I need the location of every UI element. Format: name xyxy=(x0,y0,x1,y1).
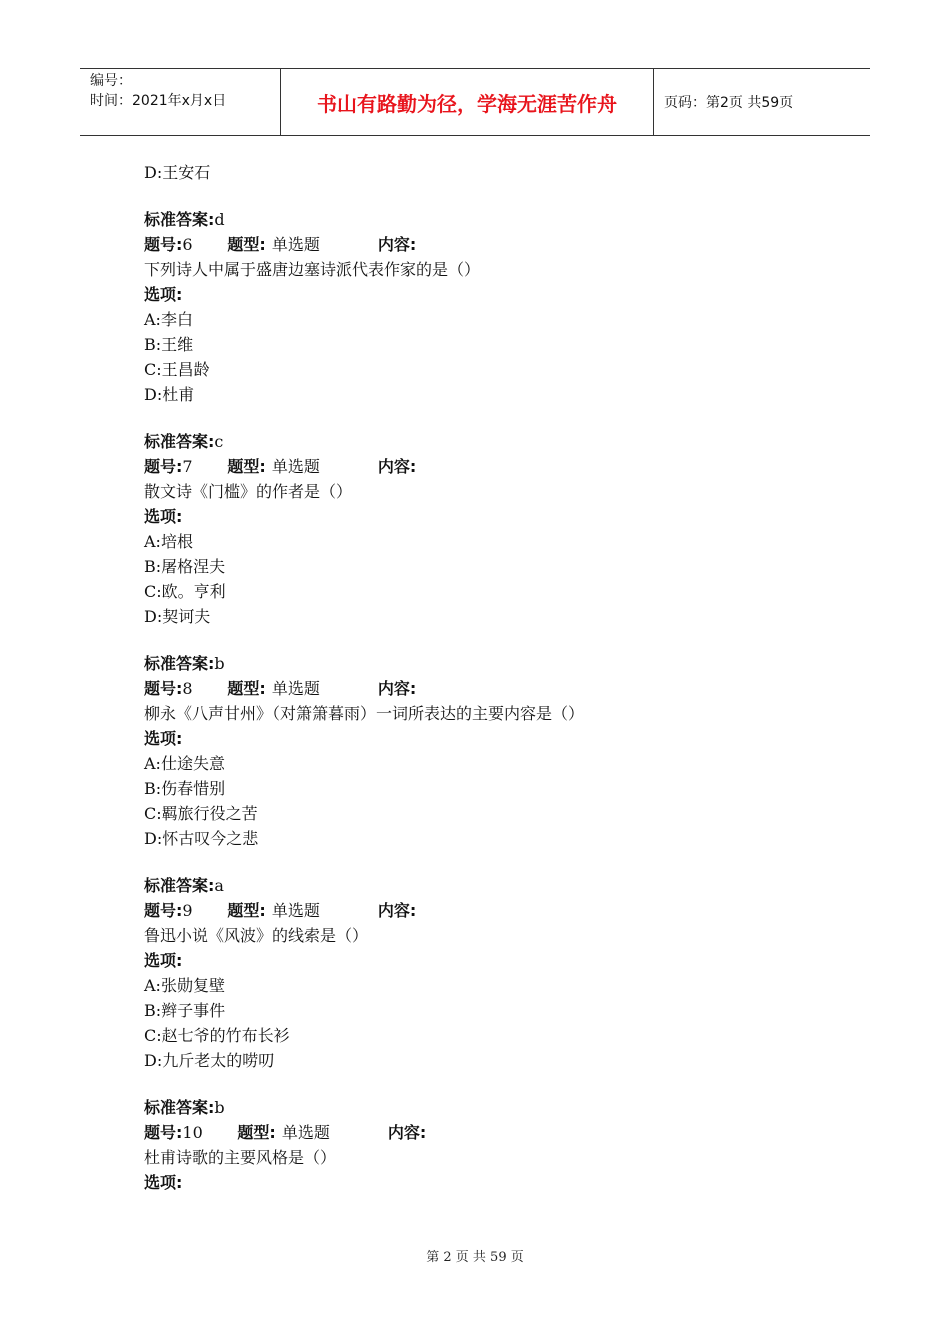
question-type: 单选题 xyxy=(271,235,320,254)
question-type-label: 题型: xyxy=(227,235,266,254)
option-item: A:李白 xyxy=(144,310,193,329)
question-content-label: 内容: xyxy=(377,235,417,254)
option-item: B:王维 xyxy=(144,335,194,354)
answer-label: 标准答案: xyxy=(144,654,215,673)
time-label: 时间：2021年x月x日 xyxy=(90,93,227,109)
question-number: 8 xyxy=(182,679,193,698)
option-item: B:辫子事件 xyxy=(144,1001,226,1020)
question-stem: 鲁迅小说《风波》的线索是（） xyxy=(144,926,369,945)
answer-label: 标准答案: xyxy=(144,432,215,451)
option-item: B:伤春惜别 xyxy=(144,779,226,798)
options-label: 选项: xyxy=(144,951,183,970)
question-meta xyxy=(144,454,864,479)
answer-value: d xyxy=(214,210,225,229)
question-number-label: 题号: xyxy=(144,901,183,920)
answer-line xyxy=(144,873,864,898)
answer-line xyxy=(144,207,864,232)
answer-label: 标准答案: xyxy=(144,876,215,895)
question-type-label: 题型: xyxy=(227,457,266,476)
question-block xyxy=(144,676,864,898)
question-number: 9 xyxy=(182,901,193,920)
option-item: C:赵七爷的竹布长衫 xyxy=(144,1026,290,1045)
question-content xyxy=(144,160,864,1195)
question-number: 10 xyxy=(182,1123,203,1142)
question-list xyxy=(144,232,864,1120)
question-meta xyxy=(144,1120,864,1145)
question-stem: 下列诗人中属于盛唐边塞诗派代表作家的是（） xyxy=(144,260,481,279)
question-block xyxy=(144,454,864,676)
question-number: 6 xyxy=(182,235,193,254)
question-meta xyxy=(144,898,864,923)
question-stem: 散文诗《门槛》的作者是（） xyxy=(144,482,353,501)
question-block xyxy=(144,232,864,454)
question-number-label: 题号: xyxy=(144,457,183,476)
answer-value: b xyxy=(214,654,225,673)
page-header xyxy=(80,68,870,136)
answer-line xyxy=(144,429,864,454)
question-content-label: 内容: xyxy=(377,457,417,476)
question-stem: 杜甫诗歌的主要风格是（） xyxy=(144,1148,337,1167)
options-label: 选项: xyxy=(144,285,183,304)
question-content-label: 内容: xyxy=(377,901,417,920)
option-item: B:屠格涅夫 xyxy=(144,557,226,576)
option-item: A:培根 xyxy=(144,532,193,551)
option-item: D:怀古叹今之悲 xyxy=(144,829,259,848)
question-type: 单选题 xyxy=(271,679,320,698)
question-content-label: 内容: xyxy=(377,679,417,698)
answer-value: b xyxy=(214,1098,225,1117)
question-block xyxy=(144,898,864,1120)
option-item: D:王安石 xyxy=(144,163,211,182)
option-item: C:羁旅行役之苦 xyxy=(144,804,258,823)
question-type-label: 题型: xyxy=(227,679,266,698)
header-page-label: 页码：第2页 共59页 xyxy=(664,95,794,111)
question-type: 单选题 xyxy=(271,901,320,920)
option-item: A:张勋复壁 xyxy=(144,976,225,995)
options-label: 选项: xyxy=(144,507,183,526)
answer-line xyxy=(144,1095,864,1120)
header-motto: 书山有路勤为径，学海无涯苦作舟 xyxy=(281,69,654,135)
option-item: D:九斤老太的唠叨 xyxy=(144,1051,275,1070)
question-meta xyxy=(144,676,864,701)
answer-label: 标准答案: xyxy=(144,1098,215,1117)
option-item: D:杜甫 xyxy=(144,385,195,404)
question-number-label: 题号: xyxy=(144,679,183,698)
question-block xyxy=(144,1120,864,1195)
answer-label: 标准答案: xyxy=(144,210,215,229)
option-item: D:契诃夫 xyxy=(144,607,211,626)
question-stem: 柳永《八声甘州》（对箫箫暮雨）一词所表达的主要内容是（） xyxy=(144,704,585,723)
question-type-label: 题型: xyxy=(227,901,266,920)
answer-value: c xyxy=(214,432,224,451)
question-type: 单选题 xyxy=(281,1123,330,1142)
page-footer: 第 2 页 共 59 页 xyxy=(426,1250,524,1265)
option-item: C:欧。亨利 xyxy=(144,582,226,601)
question-number: 7 xyxy=(182,457,193,476)
question-meta xyxy=(144,232,864,257)
answer-line xyxy=(144,651,864,676)
question-content-label: 内容: xyxy=(387,1123,427,1142)
header-info-cell xyxy=(80,69,281,135)
option-item: C:王昌龄 xyxy=(144,360,210,379)
question-type: 单选题 xyxy=(271,457,320,476)
question-number-label: 题号: xyxy=(144,235,183,254)
option-item: A:仕途失意 xyxy=(144,754,225,773)
answer-value: a xyxy=(214,876,224,895)
number-label: 编号： xyxy=(90,73,132,89)
options-label: 选项: xyxy=(144,729,183,748)
question-number-label: 题号: xyxy=(144,1123,183,1142)
question-type-label: 题型: xyxy=(237,1123,276,1142)
options-label: 选项: xyxy=(144,1173,183,1192)
